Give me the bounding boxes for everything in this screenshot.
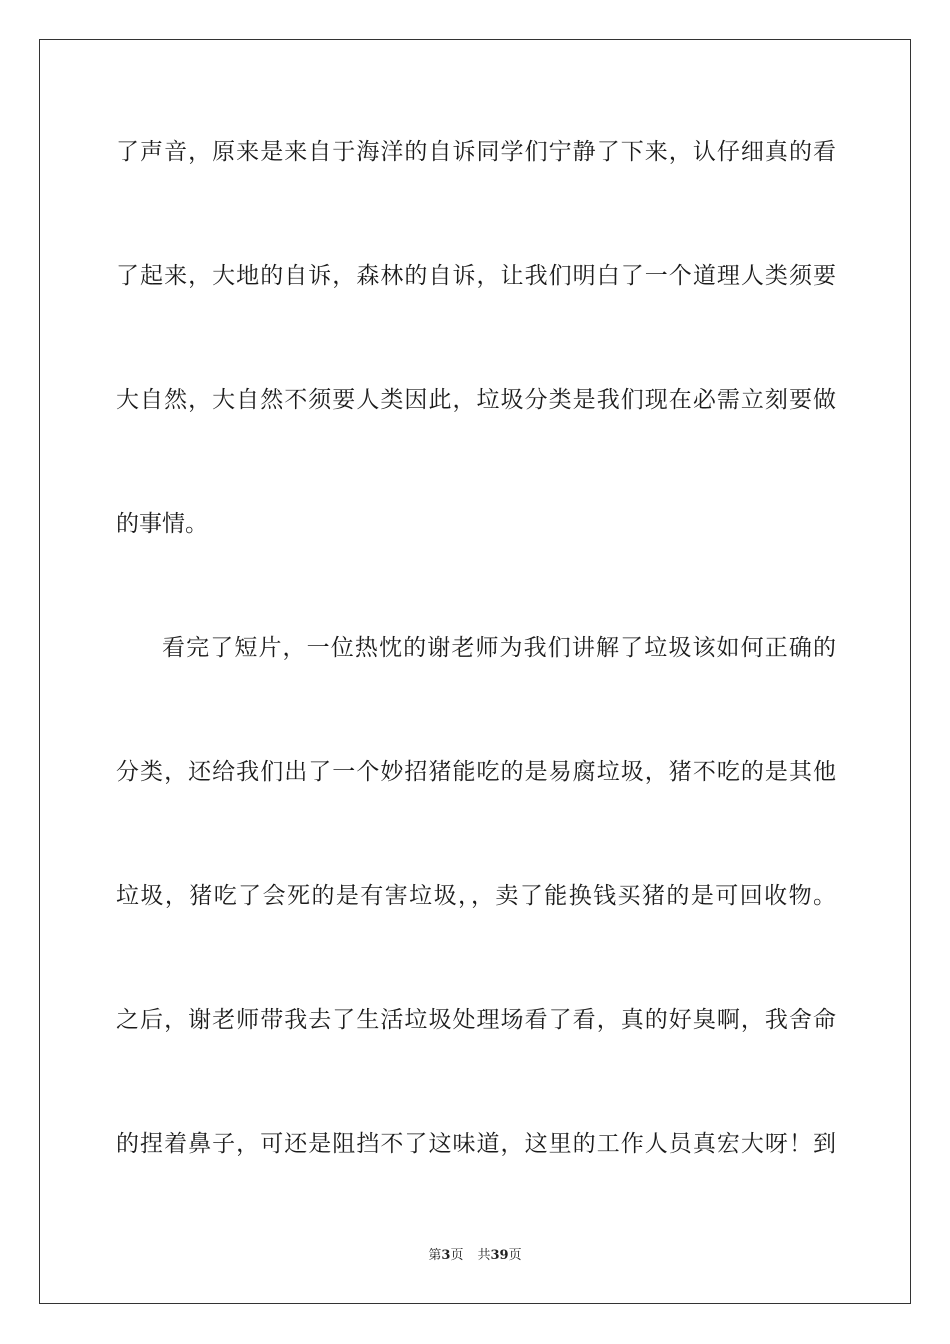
body-line-2: 了起来，大地的自诉，森林的自诉，让我们明白了一个道理人类须要 (116, 263, 836, 289)
footer-page-suffix: 页 (450, 1248, 464, 1263)
page-border (39, 39, 911, 1304)
footer-total-pages: 39 (490, 1248, 509, 1263)
footer-page-prefix: 第 (428, 1248, 442, 1263)
footer-total-prefix: 共 (477, 1248, 491, 1263)
footer-page-number: 3 (441, 1248, 451, 1263)
body-line-6: 分类，还给我们出了一个妙招猪能吃的是易腐垃圾，猪不吃的是其他 (116, 759, 836, 785)
footer-total-suffix: 页 (508, 1248, 522, 1263)
body-line-5: 看完了短片，一位热忱的谢老师为我们讲解了垃圾该如何正确的 (162, 635, 836, 661)
body-line-1: 了声音，原来是来自于海洋的自诉同学们宁静了下来，认仔细真的看 (116, 139, 836, 165)
body-line-7: 垃圾，猪吃了会死的是有害垃圾，，卖了能换钱买猪的是可回收物。 (116, 883, 836, 909)
body-line-9: 的捏着鼻子，可还是阻挡不了这味道，这里的工作人员真宏大呀！到 (116, 1131, 836, 1157)
body-line-8: 之后，谢老师带我去了生活垃圾处理场看了看，真的好臭啊，我舍命 (116, 1007, 836, 1033)
page-footer (0, 1247, 950, 1265)
body-line-3: 大自然，大自然不须要人类因此，垃圾分类是我们现在必需立刻要做 (116, 387, 836, 413)
body-line-4: 的事情。 (116, 511, 208, 537)
